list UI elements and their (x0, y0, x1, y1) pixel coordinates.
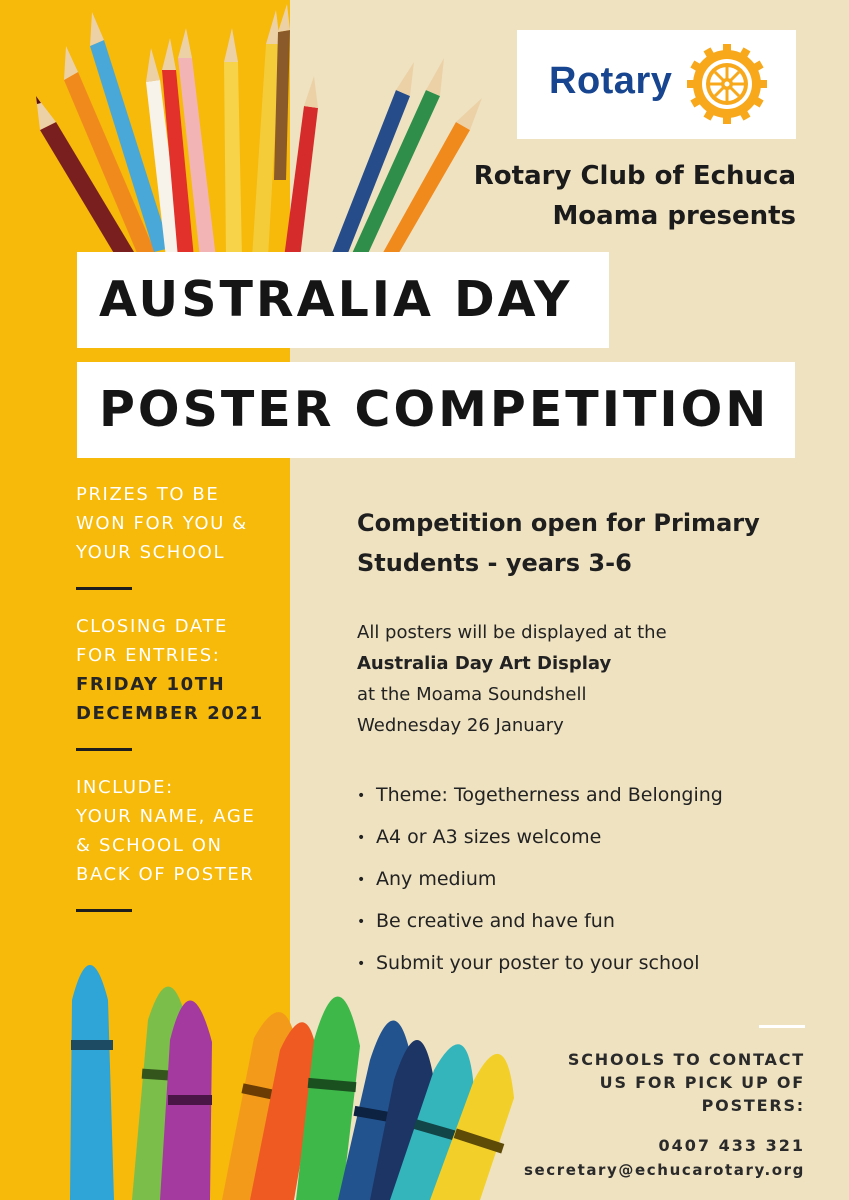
contact-heading-line: POSTERS: (701, 1096, 805, 1115)
open-heading-line: Competition open for Primary (357, 509, 760, 537)
contact-heading (475, 1048, 805, 1117)
pencil-yellow (224, 28, 242, 258)
competition-open-heading (357, 503, 817, 583)
rotary-wheel-icon (685, 42, 769, 126)
prizes-line: YOUR SCHOOL (76, 542, 226, 563)
list-item-text: A4 or A3 sizes welcome (376, 826, 602, 848)
display-line: All posters will be displayed at the (357, 622, 667, 643)
closing-label-line: CLOSING DATE (76, 616, 229, 637)
divider (76, 909, 132, 912)
presents-line-2: Moama presents (552, 201, 796, 231)
divider (759, 1025, 805, 1028)
display-date: Wednesday 26 January (357, 715, 564, 736)
list-item-text: Be creative and have fun (376, 910, 615, 932)
list-item (357, 775, 827, 817)
display-event-name: Australia Day Art Display (357, 653, 612, 674)
presents-line-1: Rotary Club of Echuca (473, 161, 796, 191)
pencil-red-2 (284, 76, 318, 258)
list-item (357, 859, 827, 901)
include-text (76, 773, 286, 889)
title-line-1: AUSTRALIA DAY (77, 252, 609, 348)
closing-date-line: DECEMBER 2021 (76, 703, 264, 724)
divider (76, 748, 132, 751)
contact-heading-line: SCHOOLS TO CONTACT (567, 1050, 805, 1069)
list-item-text: Submit your poster to your school (376, 952, 700, 974)
contact-email: secretary@echucarotary.org (524, 1161, 805, 1179)
left-info-column (76, 480, 286, 934)
bullet-icon: • (357, 914, 366, 930)
bullet-icon: • (357, 956, 366, 972)
crayon-blue (70, 965, 114, 1200)
display-line: at the Moama Soundshell (357, 684, 587, 705)
prizes-line: PRIZES TO BE (76, 484, 220, 505)
include-line: BACK OF POSTER (76, 864, 255, 885)
contact-block (475, 1025, 805, 1179)
bullet-icon: • (357, 830, 366, 846)
prizes-line: WON FOR YOU & (76, 513, 248, 534)
rotary-logo (517, 30, 796, 139)
contact-phone: 0407 433 321 (658, 1136, 805, 1155)
contact-heading-line: US FOR PICK UP OF (599, 1073, 805, 1092)
include-line: YOUR NAME, AGE (76, 806, 256, 827)
title-line-2: POSTER COMPETITION (77, 362, 795, 458)
include-line: & SCHOOL ON (76, 835, 223, 856)
open-heading-line: Students - years 3-6 (357, 549, 632, 577)
bullet-icon: • (357, 788, 366, 804)
closing-date-text (76, 612, 286, 728)
bullet-icon: • (357, 872, 366, 888)
prizes-text (76, 480, 286, 567)
rotary-wordmark: Rotary (549, 60, 673, 102)
list-item (357, 817, 827, 859)
closing-label-line: FOR ENTRIES: (76, 645, 221, 666)
display-info (357, 617, 777, 741)
closing-date-line: FRIDAY 10TH (76, 674, 226, 695)
list-item-text: Theme: Togetherness and Belonging (376, 784, 723, 806)
list-item-text: Any medium (376, 868, 497, 890)
divider (76, 587, 132, 590)
include-line: INCLUDE: (76, 777, 174, 798)
presents-heading (436, 156, 796, 236)
